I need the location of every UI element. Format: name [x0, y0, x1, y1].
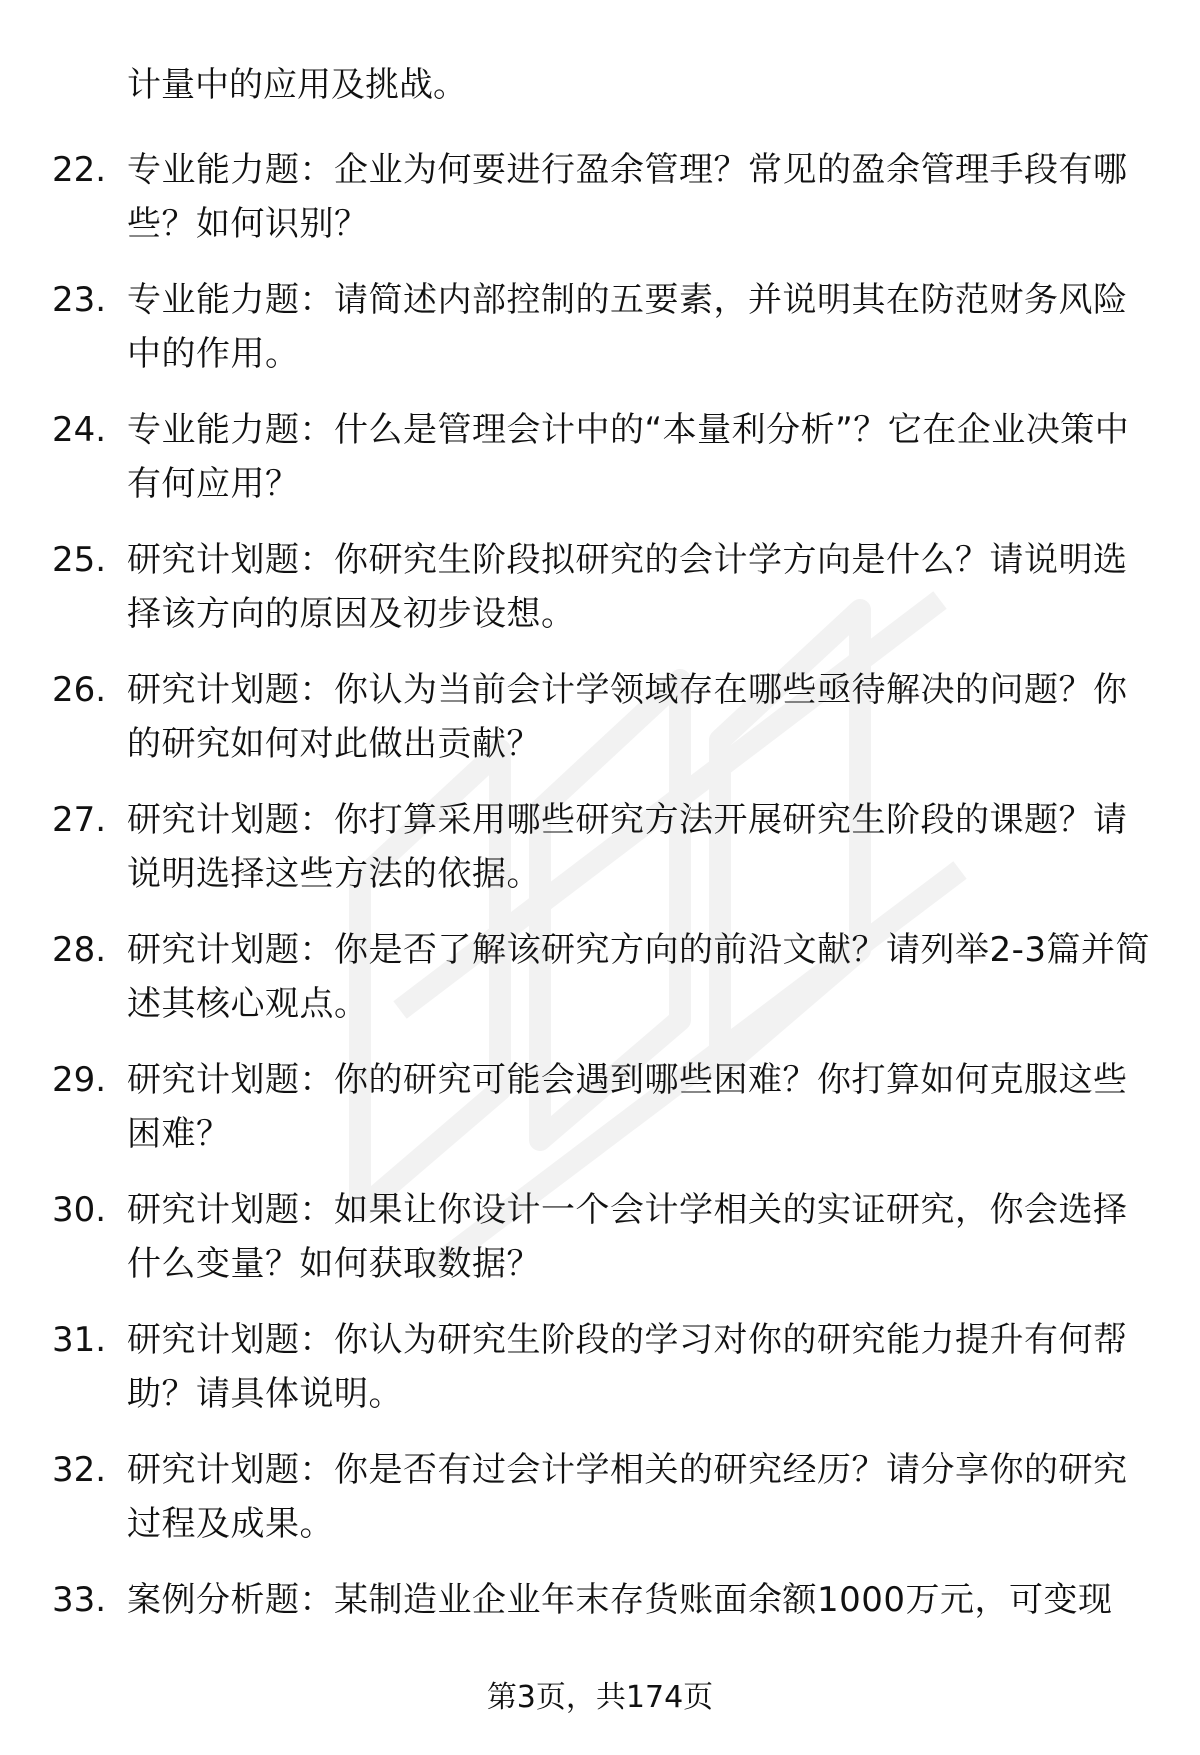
- question-item: [0, 1443, 1200, 1573]
- question-number: 23.: [52, 280, 107, 320]
- question-text: 研究计划题：你认为研究生阶段的学习对你的研究能力提升有何帮助？请具体说明。: [127, 1320, 1128, 1414]
- question-item: [0, 1313, 1200, 1443]
- question-text: 研究计划题：你打算采用哪些研究方法开展研究生阶段的课题？请说明选择这些方法的依据。: [127, 800, 1128, 894]
- question-number: 30.: [52, 1190, 107, 1230]
- question-number: 26.: [52, 670, 107, 710]
- question-item: [0, 923, 1200, 1053]
- question-list: [0, 143, 1200, 1703]
- question-text: 案例分析题：某制造业企业年末存货账面余额1000万元，可变现: [127, 1580, 1113, 1620]
- question-number: 29.: [52, 1060, 107, 1100]
- question-item: [0, 793, 1200, 923]
- question-number: 28.: [52, 930, 107, 970]
- question-text: 专业能力题：什么是管理会计中的“本量利分析”？它在企业决策中有何应用？: [127, 410, 1130, 504]
- question-item: [0, 1053, 1200, 1183]
- continued-question-text: 计量中的应用及挑战。: [127, 65, 467, 105]
- question-item: [0, 663, 1200, 793]
- question-number: 33.: [52, 1580, 107, 1620]
- page-number-footer: 第3页，共174页: [486, 1680, 714, 1715]
- question-item: [0, 273, 1200, 403]
- question-number: 31.: [52, 1320, 107, 1360]
- question-text: 研究计划题：你是否有过会计学相关的研究经历？请分享你的研究过程及成果。: [127, 1450, 1128, 1544]
- question-number: 24.: [52, 410, 107, 450]
- question-text: 研究计划题：你研究生阶段拟研究的会计学方向是什么？请说明选择该方向的原因及初步设想。: [127, 540, 1128, 634]
- question-number: 25.: [52, 540, 107, 580]
- question-item: [0, 1183, 1200, 1313]
- question-item: [0, 533, 1200, 663]
- question-text: 研究计划题：你的研究可能会遇到哪些困难？你打算如何克服这些困难？: [127, 1060, 1128, 1154]
- question-item: [0, 403, 1200, 533]
- question-text: 研究计划题：你认为当前会计学领域存在哪些亟待解决的问题？你的研究如何对此做出贡献？: [127, 670, 1128, 764]
- question-number: 22.: [52, 150, 107, 190]
- question-text: 研究计划题：如果让你设计一个会计学相关的实证研究，你会选择什么变量？如何获取数据？: [127, 1190, 1128, 1284]
- question-number: 27.: [52, 800, 107, 840]
- question-text: 专业能力题：请简述内部控制的五要素，并说明其在防范财务风险中的作用。: [127, 280, 1128, 374]
- question-text: 研究计划题：你是否了解该研究方向的前沿文献？请列举2-3篇并简述其核心观点。: [127, 930, 1151, 1024]
- question-number: 32.: [52, 1450, 107, 1490]
- question-item: [0, 143, 1200, 273]
- question-text: 专业能力题：企业为何要进行盈余管理？常见的盈余管理手段有哪些？如何识别？: [127, 150, 1128, 244]
